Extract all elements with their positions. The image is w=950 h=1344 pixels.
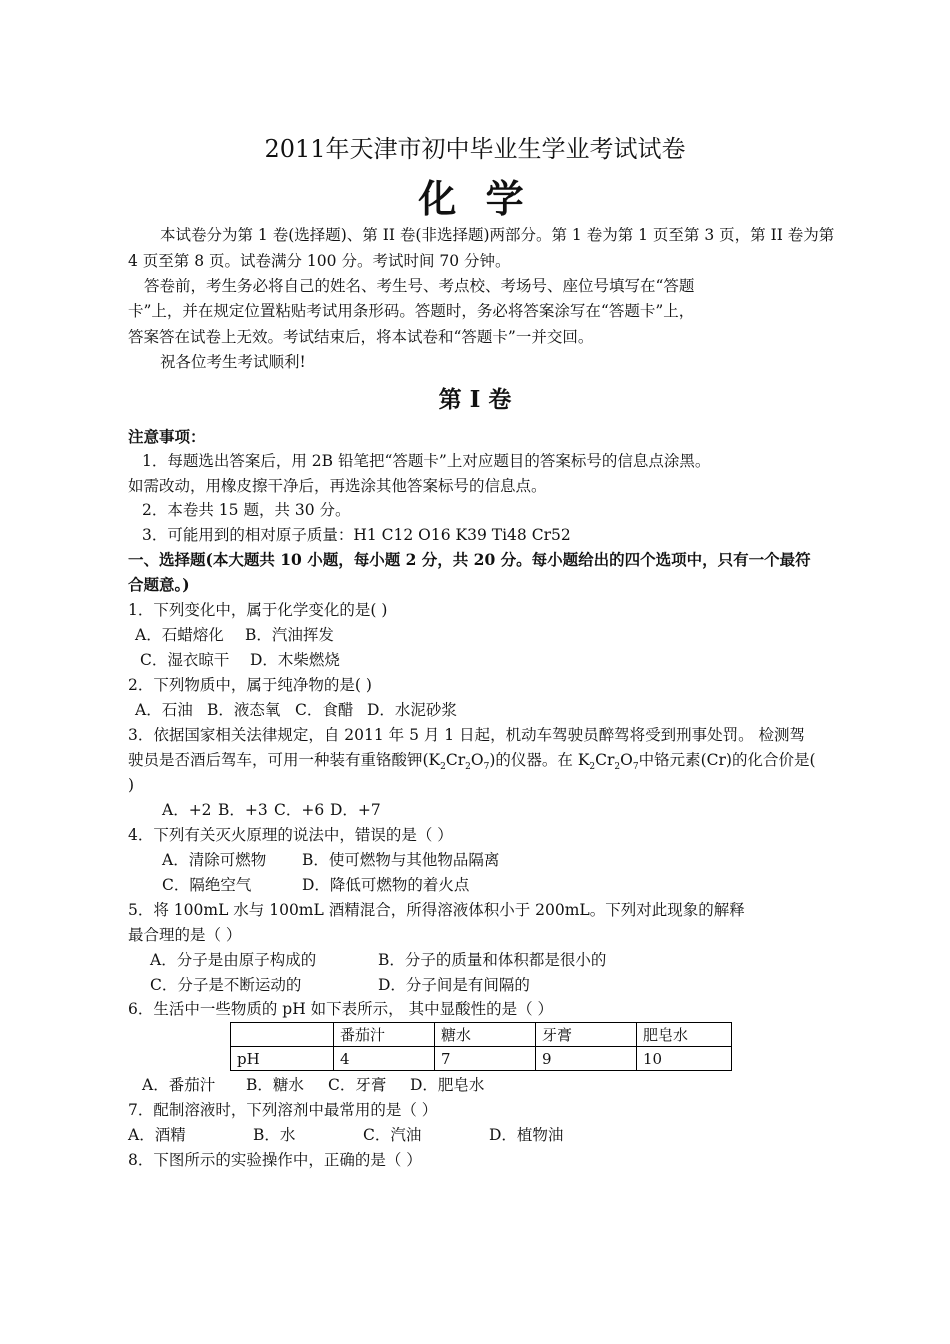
ph-table-header-row: [231, 1023, 732, 1047]
q7-option-b: B．水: [253, 1126, 296, 1144]
q3-option-a: A．+2: [162, 801, 212, 819]
ph-table-cell: 牙膏: [536, 1023, 637, 1047]
q5-option-b: B．分子的质量和体积都是很小的: [378, 951, 607, 969]
q3-option-d: D．+7: [330, 801, 381, 819]
intro-p2-line2: 卡”上，并在规定位置粘贴考试用条形码。答题时，务必将答案涂写在“答题卡”上，: [128, 302, 695, 320]
q3-text-c: O: [470, 751, 484, 769]
q7-options: [128, 1125, 563, 1145]
ph-table: [230, 1022, 732, 1071]
q1-options-row1: [135, 625, 334, 645]
q7-option-d: D．植物油: [489, 1126, 564, 1144]
q5-line2: 最合理的是（ ）: [128, 926, 242, 944]
q4-option-a: A．清除可燃物: [162, 851, 267, 869]
part1-heading-line1: 一、选择题(本大题共 10 小题，每小题 2 分，共 20 分。每小题给出的四个选项中，只有一个最符: [128, 550, 811, 569]
q1-stem: 1．下列变化中，属于化学变化的是( ): [128, 601, 388, 619]
ph-table-cell: 7: [435, 1047, 536, 1071]
q4-options-row2: [162, 875, 469, 895]
intro-p2-line3: 答案答在试卷上无效。考试结束后，将本试卷和“答题卡”一并交回。: [128, 328, 594, 346]
intro-p1-line2: 4 页至第 8 页。试卷满分 100 分。考试时间 70 分钟。: [128, 252, 511, 270]
q3-sub: 2: [589, 762, 596, 773]
q3-text-g: 中铬元素(Cr)的化合价是(: [638, 751, 816, 769]
q5-option-c: C．分子是不断运动的: [150, 976, 302, 994]
q3-sub: 2: [440, 762, 446, 773]
q2-stem: 2．下列物质中，属于纯净物的是( ): [128, 676, 372, 694]
q3-line3: ): [128, 776, 135, 794]
intro-p1-line1: 本试卷分为第 1 卷(选择题)、第 II 卷(非选择题)两部分。第 1 卷为第 1 页至第 3 页，第 II 卷为第: [160, 226, 835, 244]
q4-option-d: D．降低可燃物的着火点: [302, 876, 470, 894]
q5-option-d: D．分子间是有间隔的: [378, 976, 530, 994]
q3-line1: 3．依据国家相关法律规定，自 2011 年 5 月 1 日起，机动车驾驶员醉驾将受到刑事处罚。 检测驾: [128, 726, 806, 744]
q1-option-d: D．木柴燃烧: [250, 651, 340, 669]
part1-heading-line2: 合题意。): [128, 575, 190, 594]
q1-option-b: B．汽油挥发: [245, 626, 334, 644]
note-1-line2: 如需改动，用橡皮擦干净后，再选涂其他答案标号的信息点。: [128, 477, 547, 495]
ph-table-cell: 番茄汁: [334, 1023, 435, 1047]
q3-text-a: 驶员是否酒后驾车，可用一种装有重铬酸钾(K: [128, 751, 441, 769]
ph-table-cell: 肥皂水: [637, 1023, 732, 1047]
q2-option-b: B．液态氧: [207, 701, 281, 719]
q6-option-c: C．牙膏: [328, 1076, 387, 1094]
q6-options: [142, 1075, 484, 1095]
q3-option-c: C．+6: [274, 801, 325, 819]
exam-title: 2011年天津市初中毕业生学业考试试卷: [264, 135, 686, 163]
q3-text-f: O: [620, 751, 633, 769]
q5-options-row1: [150, 950, 606, 970]
q8-stem: 8．下图所示的实验操作中，正确的是（ ）: [128, 1151, 422, 1169]
q3-sub: 2: [614, 762, 621, 773]
q3-sub: 7: [483, 762, 490, 773]
q3-sub: 7: [632, 762, 639, 773]
intro-p3: 祝各位考生考试顺利!: [160, 353, 306, 371]
q3-sub: 2: [465, 762, 471, 773]
note-2: 2．本卷共 15 题，共 30 分。: [142, 501, 351, 519]
q3-text-d: )的仪器。在 K: [489, 751, 590, 769]
ph-table-cell: pH: [231, 1047, 334, 1071]
q4-option-b: B．使可燃物与其他物品隔离: [302, 851, 500, 869]
q5-option-a: A．分子是由原子构成的: [150, 951, 317, 969]
q3-options: [162, 800, 381, 820]
note-3: 3．可能用到的相对原子质量：H1 C12 O16 K39 Ti48 Cr52: [142, 526, 571, 544]
intro-p2-line1: 答卷前，考生务必将自己的姓名、考生号、考点校、考场号、座位号填写在“答题: [144, 277, 695, 295]
ph-table-value-row: [231, 1047, 732, 1071]
q6-option-d: D．肥皂水: [410, 1076, 485, 1094]
q1-option-a: A．石蜡熔化: [135, 626, 224, 644]
ph-table-cell: 9: [536, 1047, 637, 1071]
q2-option-c: C．食醋: [295, 701, 354, 719]
ph-table-cell: [231, 1023, 334, 1047]
q2-option-d: D．水泥砂浆: [367, 701, 457, 719]
ph-table-cell: 糖水: [435, 1023, 536, 1047]
subject-title: 化 学: [418, 176, 532, 221]
note-1-line1: 1．每题选出答案后，用 2B 铅笔把“答题卡”上对应题目的答案标号的信息点涂黑。: [142, 452, 711, 470]
ph-table-cell: 10: [637, 1047, 732, 1071]
q3-text-e: Cr: [595, 751, 615, 769]
q2-options: [135, 700, 457, 720]
q5-line1: 5．将 100mL 水与 100mL 酒精混合，所得溶液体积小于 200mL。下列对此现象的解释: [128, 901, 745, 919]
q5-options-row2: [150, 975, 530, 995]
q3-option-b: B．+3: [218, 801, 268, 819]
notes-heading: 注意事项：: [128, 427, 206, 446]
ph-table-cell: 4: [334, 1047, 435, 1071]
q3-line2: [128, 750, 816, 773]
q1-options-row2: [140, 650, 340, 670]
q3-text-b: Cr: [445, 751, 466, 769]
q6-option-b: B．糖水: [246, 1076, 304, 1094]
q6-option-a: A．番茄汁: [142, 1076, 216, 1094]
q6-stem: 6．生活中一些物质的 pH 如下表所示， 其中显酸性的是（ ）: [128, 1000, 554, 1018]
section-title: 第 I 卷: [438, 386, 512, 413]
q7-option-c: C．汽油: [363, 1126, 422, 1144]
q4-stem: 4．下列有关灭火原理的说法中，错误的是（ ）: [128, 826, 453, 844]
q2-option-a: A．石油: [135, 701, 193, 719]
q7-option-a: A．酒精: [128, 1126, 186, 1144]
q7-stem: 7．配制溶液时，下列溶剂中最常用的是（ ）: [128, 1101, 438, 1119]
q4-options-row1: [162, 850, 499, 870]
q4-option-c: C．隔绝空气: [162, 876, 252, 894]
q1-option-c: C．湿衣晾干: [140, 651, 230, 669]
